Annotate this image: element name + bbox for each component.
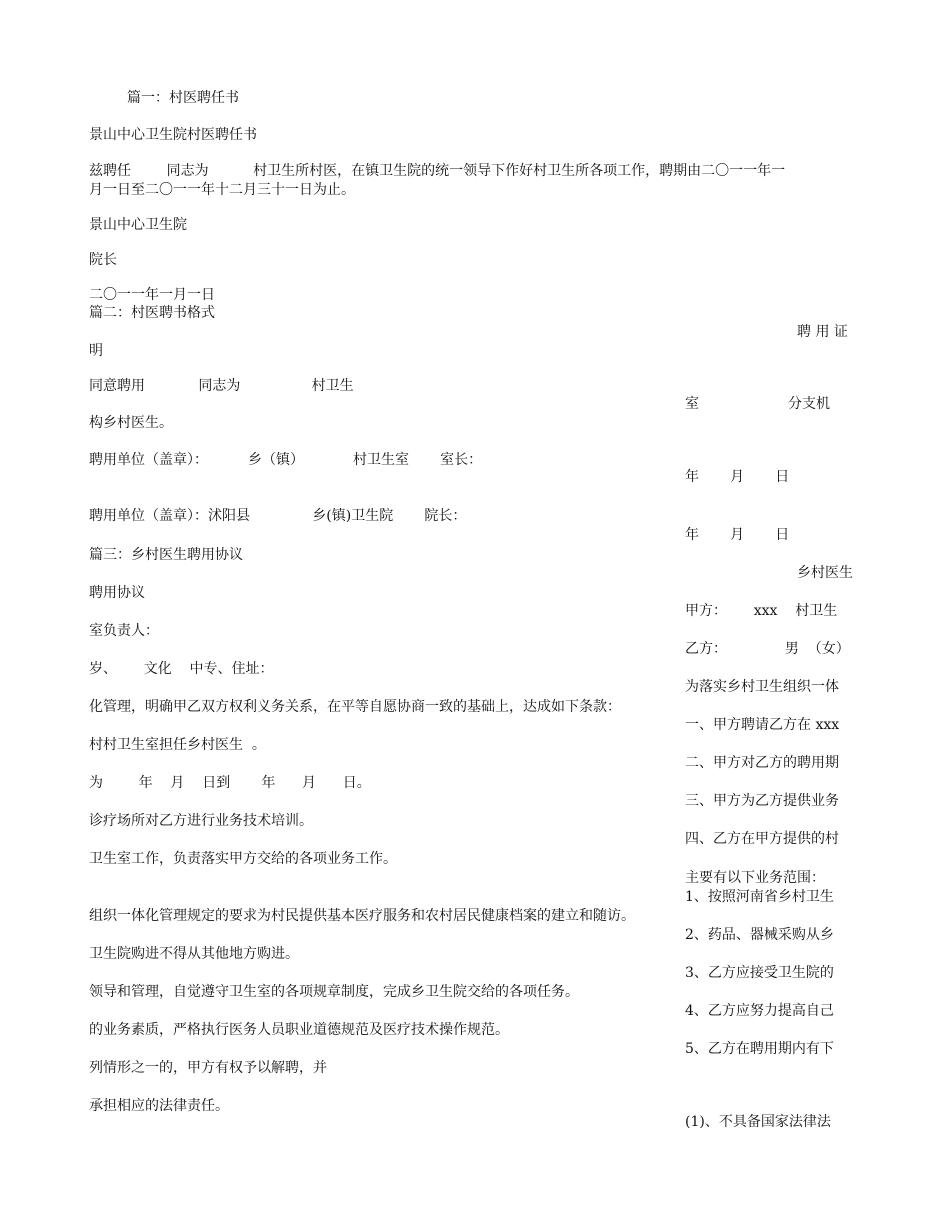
party-b-line: 乙方： 男 （女） bbox=[685, 641, 850, 657]
date-line: 年 月 日 bbox=[685, 469, 790, 485]
clause-item: 四、乙方在甲方提供的村 bbox=[685, 831, 839, 847]
body-text: 卫生室工作，负责落实甲方交给的各项业务工作。 bbox=[89, 851, 397, 867]
section-heading-3: 篇三：乡村医生聘用协议 bbox=[89, 547, 243, 563]
employer-line: 聘用单位（盖章）： 乡（镇） 村卫生室 室长： bbox=[89, 452, 483, 468]
clause-item: 三、甲方为乙方提供业务 bbox=[685, 793, 839, 809]
body-text: 村村卫生室担任乡村医生 。 bbox=[89, 737, 266, 753]
body-text: 明 bbox=[89, 343, 103, 359]
body-text: 主要有以下业务范围： bbox=[685, 870, 825, 886]
body-text: 兹聘任 同志为 村卫生所村医，在镇卫生院的统一领导下作好村卫生所各项工作，聘期由二〇一一年一 bbox=[89, 163, 786, 179]
employer-line: 聘用单位（盖章）：沭阳县 乡(镇)卫生院 院长： bbox=[89, 508, 467, 524]
body-text: 室 分支机 bbox=[685, 396, 831, 412]
issue-date: 二〇一一年一月一日 bbox=[89, 287, 215, 303]
body-text: 诊疗场所对乙方进行业务技术培训。 bbox=[89, 813, 313, 829]
body-text: 卫生院购进不得从其他地方购进。 bbox=[89, 946, 299, 962]
agreement-title: 聘用协议 bbox=[89, 585, 145, 601]
document-title-1: 景山中心卫生院村医聘任书 bbox=[89, 127, 257, 143]
signatory-title: 院长 bbox=[89, 252, 117, 268]
body-text: 构乡村医生。 bbox=[89, 415, 173, 431]
clause-item: 二、甲方对乙方的聘用期 bbox=[685, 755, 839, 771]
body-text: 乡村医生 bbox=[797, 565, 853, 581]
body-text: 领导和管理，自觉遵守卫生室的各项规章制度，完成乡卫生院交给的各项任务。 bbox=[89, 984, 579, 1000]
body-text: 化管理，明确甲乙双方权利义务关系，在平等自愿协商一致的基础上，达成如下条款： bbox=[89, 699, 621, 715]
party-a-line: 甲方： xxx 村卫生 bbox=[685, 603, 838, 619]
body-text: 承担相应的法律责任。 bbox=[89, 1098, 229, 1114]
body-text: 为落实乡村卫生组织一体 bbox=[685, 679, 839, 695]
certificate-heading: 聘 用 证 bbox=[797, 324, 848, 340]
body-text: 的业务素质，严格执行医务人员职业道德规范及医疗技术操作规范。 bbox=[89, 1022, 509, 1038]
scope-item: 2、药品、器械采购从乡 bbox=[685, 927, 834, 943]
section-heading-1: 篇一：村医聘任书 bbox=[127, 90, 239, 106]
body-text: 岁、 文化 中专、住址： bbox=[89, 661, 274, 677]
body-text: 列情形之一的，甲方有权予以解聘，并 bbox=[89, 1060, 327, 1076]
organization-name: 景山中心卫生院 bbox=[89, 217, 187, 233]
body-text: 月一日至二〇一一年十二月三十一日为止。 bbox=[89, 182, 355, 198]
sub-item: (1)、不具备国家法律法 bbox=[685, 1114, 831, 1130]
body-text: 为 年 月 日到 年 月 日。 bbox=[89, 775, 371, 791]
scope-item: 4、乙方应努力提高自己 bbox=[685, 1003, 834, 1019]
clause-item: 一、甲方聘请乙方在 xxx bbox=[685, 717, 840, 733]
body-text: 室负责人： bbox=[89, 623, 159, 639]
section-heading-2: 篇二：村医聘书格式 bbox=[89, 305, 215, 321]
scope-item: 5、乙方在聘用期内有下 bbox=[685, 1041, 834, 1057]
date-line: 年 月 日 bbox=[685, 527, 790, 543]
scope-item: 3、乙方应接受卫生院的 bbox=[685, 965, 834, 981]
body-text: 组织一体化管理规定的要求为村民提供基本医疗服务和农村居民健康档案的建立和随访。 bbox=[89, 908, 635, 924]
body-text: 同意聘用 同志为 村卫生 bbox=[89, 378, 354, 394]
scope-item: 1、按照河南省乡村卫生 bbox=[685, 889, 834, 905]
